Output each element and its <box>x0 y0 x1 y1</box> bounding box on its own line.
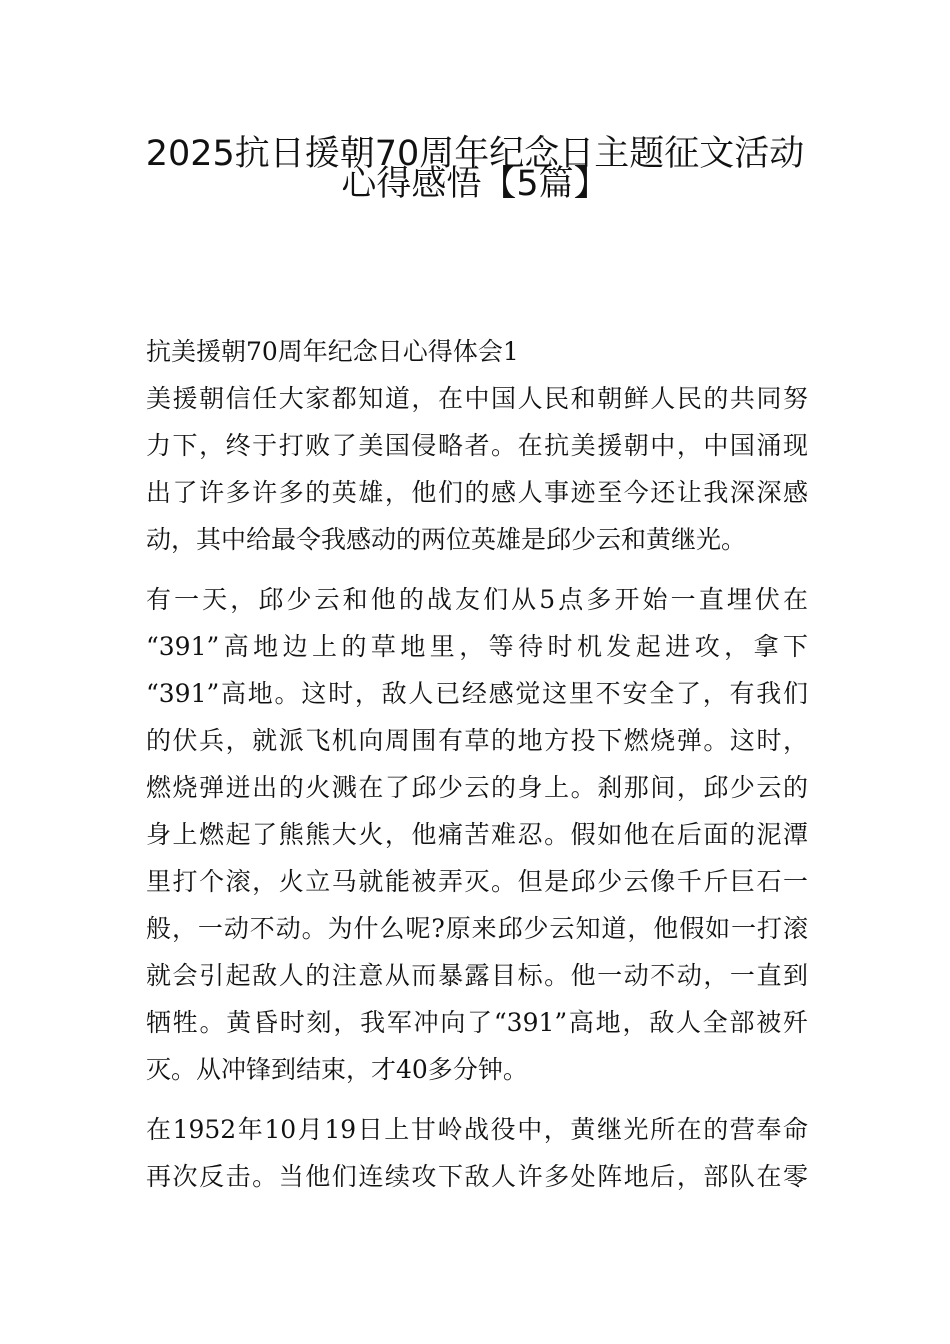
body-line-6: “391”高地边上的草地里，等待时机发起进攻，拿下 <box>146 632 808 661</box>
section-heading: 抗美援朝70周年纪念日心得体会1 <box>146 337 519 366</box>
body-line-17: 再次反击。当他们连续攻下敌人许多处阵地后，部队在零 <box>146 1162 808 1191</box>
body-line-8: 的伏兵，就派飞机向周围有草的地方投下燃烧弹。这时， <box>146 726 808 755</box>
body-line-9: 燃烧弹迸出的火溅在了邱少云的身上。刹那间，邱少云的 <box>146 773 808 802</box>
body-line-2: 力下，终于打败了美国侵略者。在抗美援朝中，中国涌现 <box>146 431 808 460</box>
body-line-14: 牺牲。黄昏时刻，我军冲向了“391”高地，敌人全部被歼 <box>146 1008 808 1037</box>
body-line-5: 有一天，邱少云和他的战友们从5点多开始一直埋伏在 <box>146 585 808 614</box>
body-line-15: 灭。从冲锋到结束，才40多分钟。 <box>146 1055 528 1084</box>
body-line-13: 就会引起敌人的注意从而暴露目标。他一动不动，一直到 <box>146 961 808 990</box>
body-line-10: 身上燃起了熊熊大火，他痛苦难忍。假如他在后面的泥潭 <box>146 820 808 849</box>
body-line-4: 动，其中给最令我感动的两位英雄是邱少云和黄继光。 <box>146 525 747 554</box>
body-line-7: “391”高地。这时，敌人已经感觉这里不安全了，有我们 <box>146 679 808 708</box>
body-line-12: 般，一动不动。为什么呢?原来邱少云知道，他假如一打滚 <box>146 914 808 943</box>
body-line-3: 出了许多许多的英雄，他们的感人事迹至今还让我深深感 <box>146 478 808 507</box>
body-line-16: 在1952年10月19日上甘岭战役中，黄继光所在的营奉命 <box>146 1115 808 1144</box>
body-line-11: 里打个滚，火立马就能被弄灭。但是邱少云像千斤巨石一 <box>146 867 808 896</box>
document-title-line-2: 心得感悟【5篇】 <box>341 164 609 204</box>
body-line-1: 美援朝信任大家都知道，在中国人民和朝鲜人民的共同努 <box>146 384 808 413</box>
document-title-line-1: 2025抗日援朝70周年纪念日主题征文活动 <box>145 134 805 174</box>
